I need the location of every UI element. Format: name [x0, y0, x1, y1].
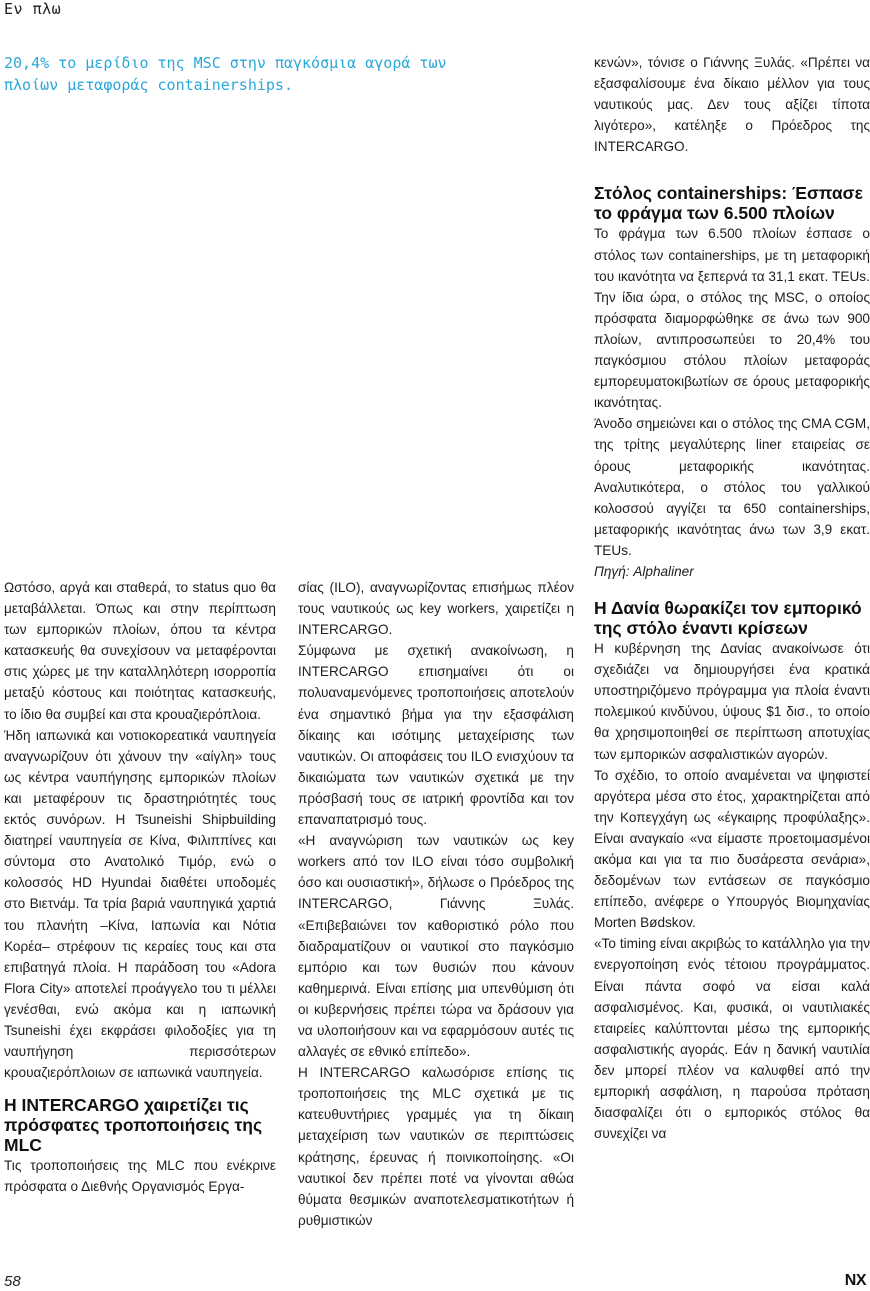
article-column-right — [594, 52, 870, 1144]
pull-quote: 20,4% το μερίδιο της MSC στην παγκόσμια αγορά των πλοίων μεταφοράς containerships. — [4, 54, 447, 94]
article-column-left — [4, 577, 276, 1197]
paragraph: Ήδη ιαπωνικά και νοτιοκορεατικά ναυπηγεία αναγνωρίζουν ότι χάνουν την «αίγλη» τους ως κέντρα ναυπήγησης εμπορικών πλοίων και μεταφέρουν τις δραστηριότητές τους εκτός συνόρων. Η Tsuneishi Shipbuilding διατηρεί ναυπηγεία σε Κίνα, Φιλιππίνες και σύντομα στο Ανατολικό Τιμόρ, ενώ ο κολοσσός HD Hyundai διαθέτει υποδομές στο Βιετνάμ. Τα τρία βαριά ναυπηγικά χαρτιά του πλανήτη –Κίνα, Ιαπωνία και Νότια Κορέα– στρέφουν τις κεραίες τους και στα επιβατηγά πλοία. Η παράδοση του «Adora Flora City» αποτελεί προάγγελο του τι μέλλει γενέσθαι, ενώ ακόμα και η ιαπωνική Tsuneishi έχει εκφράσει φιλοδοξίες για τη ναυπήγηση περισσότερων κρουαζιερόπλοιων σε ιαπωνικά ναυπηγεία. — [4, 727, 276, 1081]
paragraph: Την ίδια ώρα, ο στόλος της MSC, ο οποίος πρόσφατα διαμορφώθηκε σε άνω των 900 πλοίων, αντιπροσωπεύει το 20,4% του παγκόσμιου στόλου πλοίων μεταφοράς εμπορευματοκιβωτίων σε όρους μεταφορικής ικανότητας. — [594, 289, 870, 411]
paragraph: Το φράγμα των 6.500 πλοίων έσπασε ο στόλος των containerships, με τη μεταφορική του ικανότητα να ξεπερνά τα 31,1 εκατ. TEUs. — [594, 226, 870, 284]
paragraph: Το σχέδιο, το οποίο αναμένεται να ψηφιστεί αργότερα μέσα στο έτος, χαρακτηρίζεται από την Κοπεγχάγη ως «έγκαιρης προφύλαξης». Είναι αναγκαίο «να είμαστε προετοιμασμένοι ακόμα και για τα πιο δυσάρεστα σενάρια», δεδομένων των εντάσεων σε παγκόσμιο επίπεδο, ανέφερε ο Υπουργός Βιομηχανίας Morten Bødskov. — [594, 767, 870, 931]
paragraph: Ωστόσο, αργά και σταθερά, το status quo θα μεταβάλλεται. Όπως και στην περίπτωση των εμπορικών πλοίων, όπου τα κέντρα κατασκευής θα συνεχίσουν να μεταφέρονται στις χώρες με την καταλληλότερη ισορροπία μεταξύ κόστους και ποιότητας κατασκευής, το ίδιο θα συμβεί και στα κρουαζιερόπλοια. — [4, 580, 276, 722]
subheading-denmark: Η Δανία θωρακίζει τον εμπορικό της στόλο έναντι κρίσεων — [594, 598, 862, 639]
subheading-intercargo: Η INTERCARGO χαιρετίζει τις πρόσφατες τροποποιήσεις της MLC — [4, 1095, 263, 1156]
brand-logo: NX — [844, 1272, 866, 1289]
paragraph: Η κυβέρνηση της Δανίας ανακοίνωσε ότι σχεδιάζει να δημιουργήσει ένα κρατικά υποστηριζόμενο πρόγραμμα για πλοία έναντι πολεμικού κινδύνου, ύψους $1 δισ., το οποίο θα χρησιμοποιηθεί σε περίπτωση αποτυχίας των εμπορικών ασφαλιστικών αγορών. — [594, 641, 870, 762]
paragraph: σίας (ILO), αναγνωρίζοντας επισήμως πλέον τους ναυτικούς ως key workers, χαιρετίζει η INTERCARGO. — [298, 580, 574, 638]
paragraph: «Το timing είναι ακριβώς το κατάλληλο για την ενεργοποίηση ενός τέτοιου προγράμματος. Είναι πάντα σοφό να είσαι καλά ασφαλισμένος. Και, φυσικά, οι ναυτιλιακές εταιρείες καλύπτονται μέσω της εμπορικής ασφαλιστικής αγοράς. Εάν η δανική ναυτιλία δεν μπορεί πλέον να καλυφθεί από την εμπορική ασφάλιση, η παρούσα πρόταση διασφαλίζει ότι ο εμπορικός στόλος θα συνεχίζει να — [594, 936, 870, 1142]
source-credit: Πηγή: Alphaliner — [594, 563, 694, 579]
paragraph: Η INTERCARGO καλωσόρισε επίσης τις τροποποιήσεις της MLC σχετικά με τις κατευθυντήριες γραμμές για τη δίκαιη μεταχείριση των ναυτικών σε περιπτώσεις κράτησης, έρευνας ή ποινικοποίησης. «Οι ναυτικοί δεν πρέπει ποτέ να γίνονται αθώα θύματα θεσμικών αναποτελεσματικοτήτων ή ρυθμιστικών — [298, 1065, 574, 1228]
article-column-middle — [298, 577, 574, 1231]
section-title: Εν πλω — [4, 0, 62, 18]
paragraph: κενών», τόνισε ο Γιάννης Ξυλάς. «Πρέπει να εξασφαλίσουμε ένα δίκαιο μέλλον για τους ναυτικούς μας. Δεν τους αξίζει τίποτα λιγότερο», κατέληξε ο Πρόεδρος της INTERCARGO. — [594, 55, 870, 155]
page-number: 58 — [4, 1273, 21, 1290]
paragraph: Τις τροποποιήσεις της MLC που ενέκρινε πρόσφατα ο Διεθνής Οργανισμός Εργα- — [4, 1158, 276, 1195]
paragraph: Σύμφωνα με σχετική ανακοίνωση, η INTERCARGO επισημαίνει ότι οι πολυαναμενόμενες τροποποιήσεις αποτελούν ένα σημαντικό βήμα για την εξασφάλιση δίκαιης και ισότιμης μεταχείρισης των ναυτικών. Οι αποφάσεις του ILO ενισχύουν τα δικαιώματα των ναυτικών σχετικά με την πρόσβασή τους σε ιατρική φροντίδα και τον επαναπατρισμό τους. — [298, 643, 574, 828]
subheading-containerships: Στόλος containerships: Έσπασε το φράγμα των 6.500 πλοίων — [594, 183, 863, 224]
paragraph: Άνοδο σημειώνει και ο στόλος της CMA CGM, της τρίτης μεγαλύτερης liner εταιρείας σε όρους μεταφορικής ικανότητας. Αναλυτικότερα, ο στόλος του γαλλικού κολοσσού αγγίζει τα 650 containerships, μεταφορικής ικανότητας άνω των 3,9 εκατ. TEUs. — [594, 416, 870, 558]
paragraph: «Η αναγνώριση των ναυτικών ως key workers από τον ILO είναι τόσο συμβολική όσο και ουσιαστική», δήλωσε ο Πρόεδρος της INTERCARGO, Γιάννης Ξυλάς. «Επιβεβαιώνει τον καθοριστικό ρόλο που διαδραματίζουν οι ναυτικοί στο παγκόσμιο εμπόριο και των θυσιών που κάνουν καθημερινά. Είναι επίσης μια υπενθύμιση ότι οι κυβερνήσεις πρέπει τώρα να δράσουν για να υλοποιήσουν και να εφαρμόσουν αυτές τις αλλαγές σε εθνικό επίπεδο». — [298, 833, 574, 1060]
